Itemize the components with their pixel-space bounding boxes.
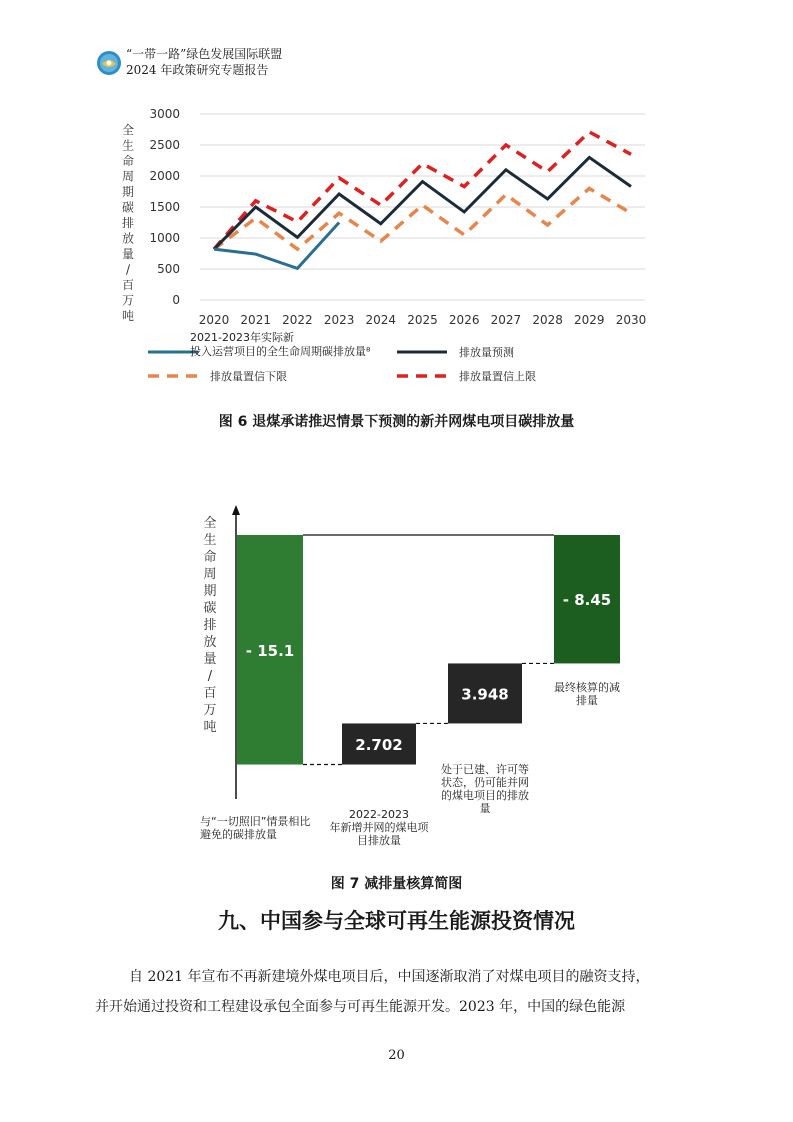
- y-tick-label: 2000: [149, 169, 180, 183]
- y-tick-label: 1000: [149, 231, 180, 245]
- y-axis-title-char: /: [125, 262, 131, 277]
- x-tick-label: 2028: [532, 313, 563, 327]
- y-axis-title-char: 全: [121, 123, 135, 137]
- legend-label: 排放量置信下限: [210, 370, 287, 383]
- y-axis-title-char: 周: [121, 169, 135, 184]
- x-tick-label: 2025: [407, 313, 438, 327]
- y-tick-label: 0: [172, 293, 180, 307]
- y-axis-title-char: 碳: [121, 200, 135, 215]
- body-paragraph-line-2: 并开始通过投资和工程建设承包全面参与可再生能源开发。2023 年，中国的绿色能源: [95, 999, 626, 1015]
- y-axis-title-char: 命: [121, 154, 135, 168]
- bar-category-label: 排量: [576, 694, 598, 707]
- bar-category-label: 最终核算的减: [554, 681, 620, 694]
- header-subtitle: 2024 年政策研究专题报告: [126, 63, 269, 77]
- y-axis-title-char: 生: [203, 533, 217, 548]
- series-line: [214, 188, 631, 249]
- y-axis-title-char: /: [207, 669, 213, 684]
- body-paragraph-line-1: [95, 962, 700, 992]
- bar-value-label: 3.948: [461, 685, 509, 704]
- legend-label: 2021-2023年实际新: [190, 331, 294, 344]
- bar-value-label: - 8.45: [562, 591, 612, 610]
- y-axis-title: [203, 516, 216, 735]
- legend-label: 排放量预测: [459, 346, 514, 359]
- y-axis-title-char: 生: [121, 138, 135, 153]
- y-tick-label: 500: [157, 262, 180, 276]
- y-axis-title-char: 命: [203, 550, 217, 565]
- y-axis-title-char: 量: [203, 652, 217, 667]
- x-tick-label: 2022: [282, 313, 313, 327]
- y-axis-arrow-icon: [232, 505, 240, 515]
- figure7-waterfall-chart: [190, 495, 630, 865]
- y-axis-title-char: 百: [203, 686, 217, 701]
- section-heading: 九、中国参与全球可再生能源投资情况: [218, 909, 575, 933]
- x-tick-label: 2021: [240, 313, 271, 327]
- y-axis-title-char: 万: [121, 293, 135, 308]
- y-axis-title-char: 量: [121, 247, 135, 261]
- y-axis-title-char: 万: [203, 703, 217, 718]
- y-axis-title-char: 放: [203, 635, 217, 650]
- y-axis-title-char: 周: [203, 567, 217, 582]
- y-axis-title-char: 期: [121, 185, 135, 199]
- legend-label: 排放量置信上限: [459, 370, 536, 383]
- x-tick-label: 2024: [365, 313, 397, 327]
- y-axis-title-char: 吨: [203, 720, 217, 735]
- bar-category-label: 2022-2023: [349, 808, 409, 821]
- y-axis-title-char: 期: [203, 584, 217, 599]
- bar-value-label: 2.702: [355, 735, 403, 754]
- bar-category-label: 年新增并网的煤电项: [329, 821, 429, 834]
- figure6-line-chart: [110, 100, 670, 390]
- y-axis-title-char: 百: [121, 278, 135, 292]
- y-axis-title-char: 排: [121, 216, 135, 230]
- page-number: 20: [388, 1048, 405, 1063]
- y-axis-title: [122, 122, 134, 323]
- bar-category-label: 处于已建、许可等: [441, 763, 529, 776]
- x-tick-label: 2027: [490, 313, 522, 327]
- x-tick-label: 2030: [615, 313, 647, 327]
- bar-category-label: 的煤电项目的排放: [441, 789, 529, 802]
- y-axis-title-char: 吨: [121, 309, 135, 323]
- y-tick-label: 2500: [149, 138, 180, 152]
- legend-label: 投入运营项目的全生命周期碳排放量⁸: [190, 345, 371, 358]
- x-tick-label: 2026: [448, 313, 480, 327]
- y-tick-label: 3000: [149, 107, 180, 121]
- y-tick-label: 1500: [149, 200, 180, 214]
- bar-value-label: - 15.1: [245, 641, 295, 660]
- y-axis-title-char: 全: [203, 516, 217, 531]
- x-tick-label: 2029: [574, 313, 605, 327]
- bar-category-label: 量: [479, 802, 491, 815]
- y-axis-title-char: 放: [121, 231, 135, 246]
- header-title: “一带一路”绿色发展国际联盟: [126, 47, 283, 61]
- figure6-caption: 图 6 退煤承诺推迟情景下预测的新并网煤电项目碳排放量: [218, 414, 575, 430]
- figure7-caption: 图 7 减排量核算简图: [330, 876, 463, 892]
- page-header: [96, 46, 496, 82]
- bar-category-label: 避免的碳排放量: [200, 828, 277, 841]
- x-tick-label: 2020: [198, 313, 230, 327]
- y-axis-title-char: 碳: [203, 601, 217, 616]
- bar-category-label: 目排放量: [357, 834, 401, 847]
- x-tick-label: 2023: [323, 313, 355, 327]
- bar-category-label: 与“一切照旧”情景相比: [200, 815, 311, 828]
- bar-category-label: 状态，仍可能并网: [441, 776, 529, 789]
- y-axis-title-char: 排: [203, 618, 217, 633]
- paragraph-text: 自 2021 年宣布不再新建境外煤电项目后，中国逐渐取消了对煤电项目的融资支持，: [129, 969, 650, 985]
- alliance-logo-icon: [96, 50, 122, 76]
